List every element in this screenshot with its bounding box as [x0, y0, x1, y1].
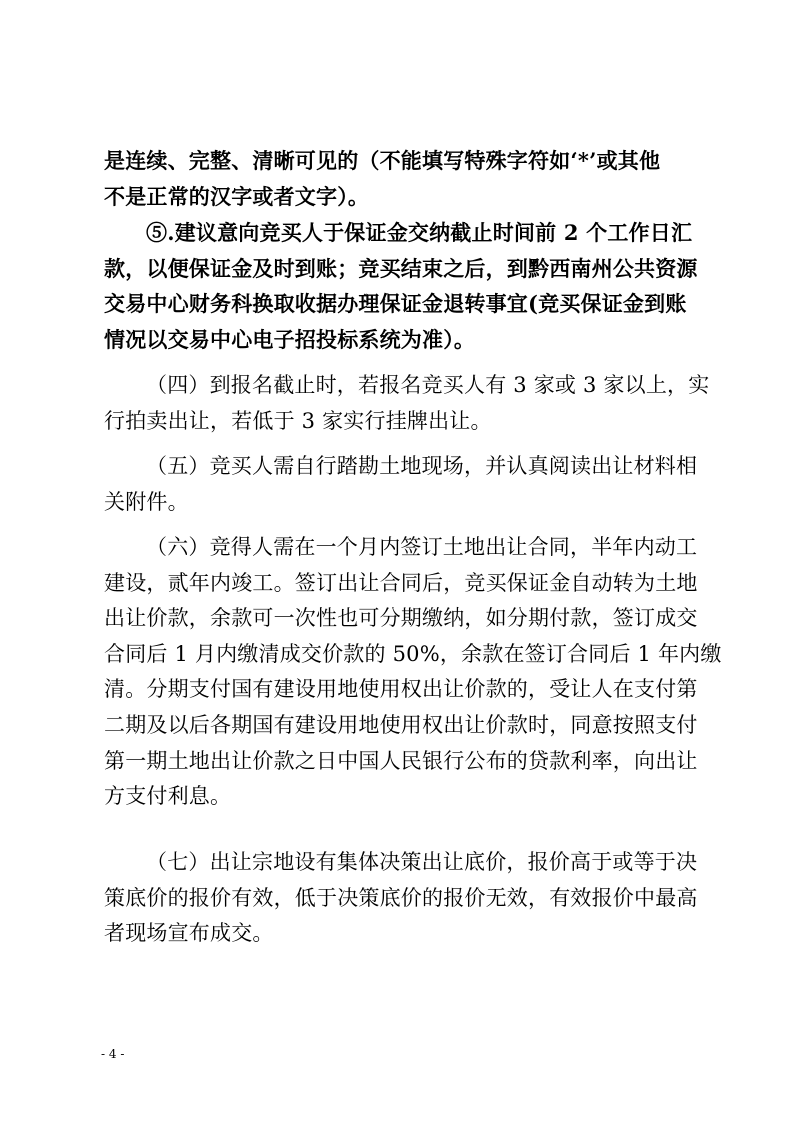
text-line: 是连续、完整、清晰可见的（不能填写特殊字符如‘*’或其他 [104, 148, 661, 173]
text-line: ⑤.建议意向竞买人于保证金交纳截止时间前 2 个工作日汇 [146, 220, 693, 245]
text-line: 出让价款，余款可一次性也可分期缴纳，如分期付款，签订成交 [104, 606, 698, 631]
text-line: 行拍卖出让，若低于 3 家实行挂牌出让。 [104, 408, 492, 433]
text-line: （四）到报名截止时，若报名竞买人有 3 家或 3 家以上，实 [146, 373, 710, 397]
text-line: 清。分期支付国有建设用地使用权出让价款的，受让人在支付第 [104, 677, 698, 702]
paragraph-section-6 [104, 530, 722, 815]
bold-paragraph-filling-rules [104, 143, 694, 214]
text-line: （六）竞得人需在一个月内签订土地出让合同，半年内动工 [146, 535, 698, 559]
text-line: 二期及以后各期国有建设用地使用权出让价款时，同意按照支付 [104, 712, 698, 737]
text-line: 款，以便保证金及时到账；竞买结束之后，到黔西南州公共资源 [104, 255, 698, 281]
text-line: 者现场宣布成交。 [104, 921, 274, 946]
text-line: 关附件。 [104, 489, 189, 514]
paragraph-section-7 [104, 845, 698, 952]
text-line: 交易中心财务科换取收据办理保证金退转事宜(竞买保证金到账 [104, 291, 687, 317]
text-line: 建设，贰年内竣工。签订出让合同后，竞买保证金自动转为土地 [104, 570, 698, 595]
paragraph-section-4 [104, 368, 710, 439]
text-line: 方支付利息。 [104, 784, 232, 809]
text-line: 合同后 1 月内缴清成交价款的 50%，余款在签订合同后 1 年内缴 [104, 641, 722, 666]
paragraph-section-5 [104, 449, 698, 520]
page-number: - 4 - [101, 1047, 125, 1061]
text-line: 不是正常的汉字或者文字）。 [104, 183, 370, 209]
text-line: （七）出让宗地设有集体决策出让底价，报价高于或等于决 [146, 850, 698, 874]
text-line: 情况以交易中心电子招投标系统为准）。 [104, 326, 476, 352]
text-line: 第一期土地出让价款之日中国人民银行公布的贷款利率，向出让 [104, 748, 698, 773]
text-line: 策底价的报价有效，低于决策底价的报价无效，有效报价中最高 [104, 885, 698, 910]
bold-paragraph-deposit-advice [104, 215, 698, 357]
text-line: （五）竞买人需自行踏勘土地现场，并认真阅读出让材料相 [146, 454, 698, 478]
